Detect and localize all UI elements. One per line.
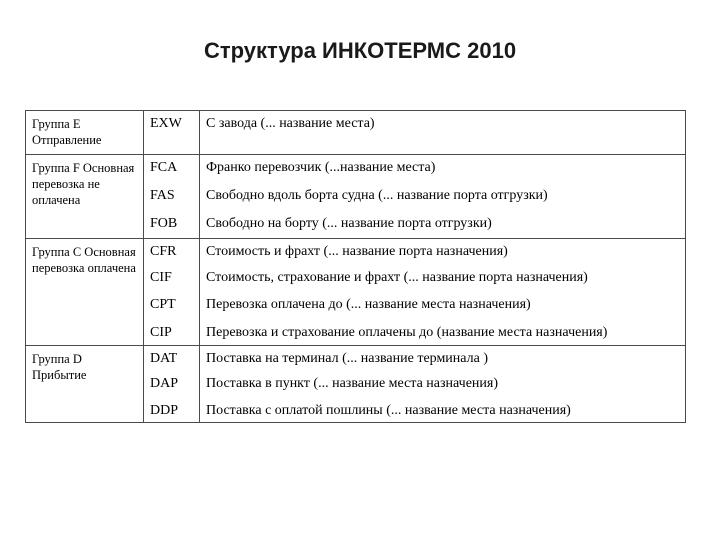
term-code: DAP [144, 371, 200, 398]
term-code: CPT [144, 292, 200, 320]
group-label: Группа D Прибытие [26, 346, 144, 423]
term-description: Поставка в пункт (... название места назначения) [200, 371, 686, 398]
term-description: С завода (... название места) [200, 111, 686, 155]
term-description: Свободно вдоль борта судна (... название порта отгрузки) [200, 183, 686, 211]
table-row [26, 346, 686, 371]
term-description: Поставка с оплатой пошлины (... название места назначения) [200, 398, 686, 423]
incoterms-table [25, 110, 686, 423]
term-code: FAS [144, 183, 200, 211]
page-title: Структура ИНКОТЕРМС 2010 [203, 38, 517, 63]
term-description: Стоимость, страхование и фрахт (... название порта назначения) [200, 265, 686, 292]
term-code: EXW [144, 111, 200, 155]
term-description: Перевозка и страхование оплачены до (название места назначения) [200, 320, 686, 346]
term-code: FCA [144, 155, 200, 183]
term-code: CIP [144, 320, 200, 346]
term-code: FOB [144, 211, 200, 239]
table-row [26, 239, 686, 265]
term-description: Стоимость и фрахт (... название порта назначения) [200, 239, 686, 265]
term-description: Свободно на борту (... название порта отгрузки) [200, 211, 686, 239]
table-row [26, 155, 686, 183]
group-label: Группа C Основная перевозка оплачена [26, 239, 144, 346]
term-code: DAT [144, 346, 200, 371]
table-row [26, 111, 686, 155]
term-code: CFR [144, 239, 200, 265]
term-description: Поставка на терминал (... название терминала ) [200, 346, 686, 371]
term-description: Франко перевозчик (...название места) [200, 155, 686, 183]
group-label: Группа E Отправление [26, 111, 144, 155]
group-label: Группа F Основная перевозка не оплачена [26, 155, 144, 239]
term-code: DDP [144, 398, 200, 423]
term-description: Перевозка оплачена до (... название места назначения) [200, 292, 686, 320]
term-code: CIF [144, 265, 200, 292]
